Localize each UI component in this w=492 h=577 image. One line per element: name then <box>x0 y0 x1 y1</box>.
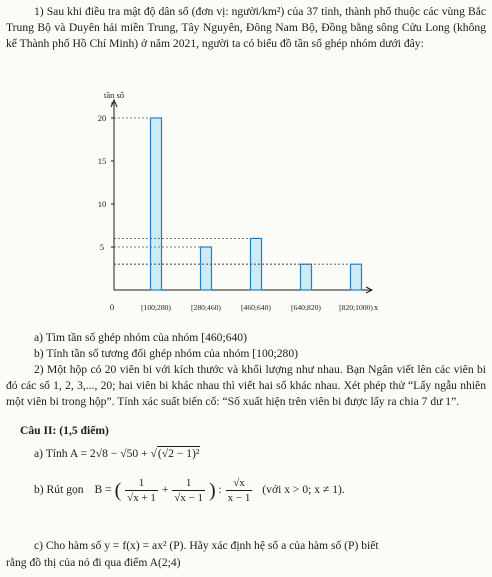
fraction-2: $\frac{1}{√x - 1}$ <box>174 477 204 504</box>
y-tick-label: 15 <box>97 156 107 166</box>
fraction-1: $\frac{1}{√x + 1}$ <box>127 477 156 504</box>
section-2-part-a <box>34 446 200 462</box>
problem-2-text: 2) Một hộp có 20 viên bi với kích thước và khối lượng như nhau. Bạn Ngân viết lên các viên bi đó các số 1, 2, 3,..., 20; hai viên bi khác nhau thì viết hai số khác nhau. Xét phép thử “Lấy ngẫu nhiên một viên bi trong hộp”. Tính xác suất biến cố: “Số xuất hiện trên viên bi được lấy ra chia 7 dư 1”. <box>6 363 486 408</box>
part-c-line-2: rằng đồ thị của nó đi qua điểm A(2;4) <box>6 556 181 569</box>
question-a: a) Tìm tần số ghép nhóm của nhóm [460;640) <box>34 331 247 344</box>
plus-sign: + <box>161 483 169 497</box>
x-category-label: [640;820) <box>291 303 321 312</box>
x-category-label: [460;640) <box>241 303 271 312</box>
part-c-line-1: c) Cho hàm số y = f(x) = ax² (P). Hãy xác định hệ số a của hàm số (P) biết <box>34 539 379 552</box>
part-b-lhs: B = <box>94 483 112 497</box>
x-axis-symbol: x <box>374 302 379 312</box>
y-tick-label: 20 <box>97 113 107 123</box>
paren-close: ) <box>208 479 216 502</box>
fraction-3: $\frac{√x}{x - 1}$ <box>227 477 251 504</box>
section-2-heading: Câu II: (1,5 điểm) <box>20 424 109 437</box>
bar <box>301 264 312 290</box>
frequency-histogram <box>76 90 396 322</box>
y-axis-label: tần số <box>104 90 125 100</box>
y-tick-label: 5 <box>99 242 105 252</box>
part-b-condition: (với x > 0; x ≠ 1). <box>262 483 345 497</box>
section-2-part-b <box>34 476 345 505</box>
y-tick-label: 0 <box>109 302 115 312</box>
x-category-label: [820;1000) <box>339 303 373 312</box>
y-tick-label: 10 <box>97 199 107 209</box>
divide-sign: : <box>218 483 222 497</box>
x-category-label: [100;280) <box>141 303 171 312</box>
sqrt-symbol: √ <box>150 447 157 460</box>
question-b: b) Tính tần số tương đối ghép nhóm của nhóm [100;280) <box>34 347 299 360</box>
y-axis-unit: n <box>111 100 115 108</box>
part-a-label: a) Tính <box>34 447 68 460</box>
paren-open: ( <box>114 479 122 502</box>
part-a-radicand: (√2 − 1)² <box>157 447 200 460</box>
bar <box>351 264 362 290</box>
part-a-expression: A = 2√8 − √50 + <box>69 447 148 460</box>
part-b-label: b) Rút gọn <box>34 483 84 497</box>
problem-1-intro: 1) Sau khi điều tra mật độ dân số (đơn vị: người/km²) của 37 tỉnh, thành phố thuộc các vùng Bắc Trung Bộ và Duyên hải miền Trung, Tây Nguyên, Đông Nam Bộ, Đồng bằng sông Cửu Long (không kể Thành phố Hồ Chí Minh) ở năm 2021, người ta có biểu đồ tần số ghép nhóm dưới đây: <box>6 5 486 50</box>
x-category-label: [280;460) <box>191 303 221 312</box>
bar <box>201 247 212 290</box>
